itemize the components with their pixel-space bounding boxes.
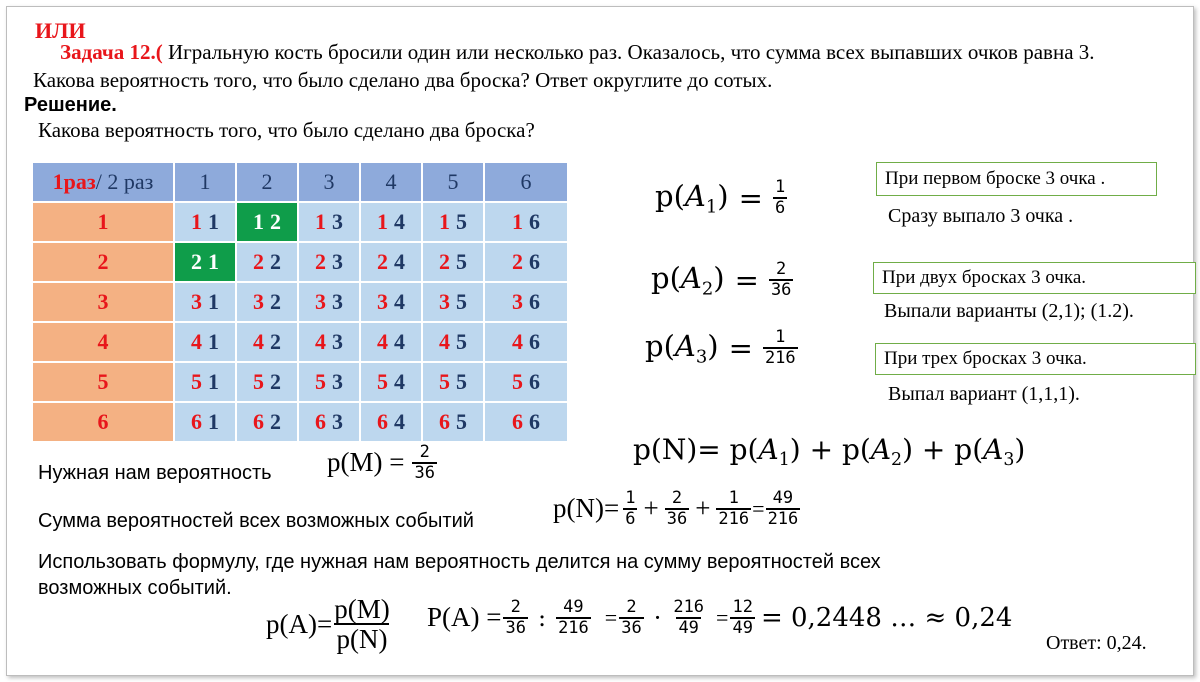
formula-pa3 xyxy=(645,328,798,367)
pm-lhs: p(M) = xyxy=(327,447,405,478)
pa-frac-1: $\frac{2}{36}$ xyxy=(505,597,526,638)
note-text-two-throws: Выпали варианты (2,1); (1.2). xyxy=(884,300,1134,322)
outcome-cell: 5 3 xyxy=(298,362,360,402)
column-header: 6 xyxy=(484,162,568,202)
note-box-first-throw: При первом броске 3 очка . xyxy=(876,162,1157,196)
dice-header-row xyxy=(32,162,568,202)
outcome-cell: 5 1 xyxy=(174,362,236,402)
outcome-cell: 4 5 xyxy=(422,322,484,362)
column-header: 3 xyxy=(298,162,360,202)
outcome-cell: 6 5 xyxy=(422,402,484,442)
formula-pn-values xyxy=(553,489,800,528)
formula-pn-sum: $p(N)= p(A_1) + p(A_2) + p(A_3)$ xyxy=(633,433,1026,471)
pa1-lhs: $p(A_1)$ xyxy=(655,178,729,217)
solution-question: Какова вероятность того, что было сделано два броска? xyxy=(38,118,535,142)
note-box-two-throws: При двух бросках 3 очка. xyxy=(873,262,1196,294)
pa-frac-2: $\frac{49}{216}$ xyxy=(558,597,589,638)
dice-row xyxy=(32,402,568,442)
pn-frac-1: $\frac{1}{6}$ xyxy=(625,488,636,529)
task-text-1: Игральную кость бросили один или несколько раз. Оказалось, что сумма всех выпавших очков равна 3. xyxy=(167,40,1095,64)
pa-frac-5: $\frac{12}{49}$ xyxy=(732,597,753,638)
formula-pa-definition xyxy=(266,595,392,654)
pn-values-lhs: p(N)= xyxy=(553,493,620,524)
formula-pa2 xyxy=(651,260,793,299)
pa3-fraction: $\frac{1}{216}$ xyxy=(764,327,796,368)
row-header: 3 xyxy=(32,282,174,322)
column-header: 2 xyxy=(236,162,298,202)
outcome-cell: 6 1 xyxy=(174,402,236,442)
pa-frac-3: $\frac{2}{36}$ xyxy=(621,597,642,638)
outcome-cell: 3 2 xyxy=(236,282,298,322)
formula-pm xyxy=(327,443,437,482)
column-header: 5 xyxy=(422,162,484,202)
pa1-eq: = xyxy=(738,180,763,215)
formula-pa1 xyxy=(655,178,787,217)
ili-label: ИЛИ xyxy=(35,18,86,43)
outcome-cell: 5 2 xyxy=(236,362,298,402)
pn-frac-3: $\frac{1}{216}$ xyxy=(718,488,750,529)
dice-outcome-table xyxy=(31,161,569,443)
outcome-cell: 5 6 xyxy=(484,362,568,402)
row-header: 2 xyxy=(32,242,174,282)
note-text-three-throws: Выпал вариант (1,1,1). xyxy=(888,383,1080,405)
outcome-cell: 5 4 xyxy=(360,362,422,402)
row-header: 6 xyxy=(32,402,174,442)
pm-fraction: $\frac{2}{36}$ xyxy=(414,442,435,483)
note-text-first-throw: Сразу выпало 3 очка . xyxy=(888,205,1074,227)
outcome-cell: 4 4 xyxy=(360,322,422,362)
pn-sum-plus-1: ) + p( xyxy=(789,433,871,466)
pa-frac-4: $\frac{216}{49}$ xyxy=(673,597,705,638)
pn-equals: = xyxy=(752,495,765,521)
dice-row xyxy=(32,362,568,402)
pa-eq-1: = xyxy=(604,604,618,630)
pa-comp-lhs: P(A) = xyxy=(427,602,502,633)
dice-table-body xyxy=(32,162,568,442)
outcome-cell: 2 5 xyxy=(422,242,484,282)
dice-row xyxy=(32,322,568,362)
needed-probability-label: Нужная нам вероятность xyxy=(38,462,272,484)
formula-note-line-1: Использовать формулу, где нужная нам вероятность делится на сумму вероятностей всех xyxy=(38,551,881,573)
pa3-eq: = xyxy=(728,330,753,365)
outcome-cell: 3 5 xyxy=(422,282,484,322)
task-label: Задача 12.( xyxy=(60,40,163,64)
outcome-cell: 2 6 xyxy=(484,242,568,282)
dice-row xyxy=(32,282,568,322)
dice-row xyxy=(32,242,568,282)
pa2-lhs: $p(A_2)$ xyxy=(651,260,725,299)
outcome-cell: 1 5 xyxy=(422,202,484,242)
outcome-cell: 6 4 xyxy=(360,402,422,442)
pa2-eq: = xyxy=(734,262,759,297)
outcome-cell: 6 6 xyxy=(484,402,568,442)
pn-sum-plus-2: ) + p( xyxy=(902,433,984,466)
task-line-2: Какова вероятность того, что было сделано два броска? Ответ округлите до сотых. xyxy=(33,68,773,92)
pa-result: = 0,2448 … ≈ 0,24 xyxy=(760,602,1013,633)
table-corner-header: 1раз/ 2 раз xyxy=(32,162,174,202)
solution-label: Решение. xyxy=(24,94,117,116)
pn-frac-2: $\frac{2}{36}$ xyxy=(666,488,688,529)
pa2-fraction: $\frac{2}{36}$ xyxy=(770,259,792,300)
outcome-cell: 4 6 xyxy=(484,322,568,362)
outcome-cell: 5 5 xyxy=(422,362,484,402)
outcome-cell: 4 3 xyxy=(298,322,360,362)
column-header: 4 xyxy=(360,162,422,202)
outcome-cell: 1 6 xyxy=(484,202,568,242)
outcome-cell: 1 1 xyxy=(174,202,236,242)
outcome-cell: 3 3 xyxy=(298,282,360,322)
outcome-cell: 3 4 xyxy=(360,282,422,322)
pa-eq-2: = xyxy=(716,604,729,630)
outcome-cell: 3 1 xyxy=(174,282,236,322)
formula-note-line-2: возможных событий. xyxy=(38,577,232,599)
row-header: 1 xyxy=(32,202,174,242)
pa3-lhs: $p(A_3)$ xyxy=(645,328,719,367)
column-header: 1 xyxy=(174,162,236,202)
outcome-cell: 6 2 xyxy=(236,402,298,442)
outcome-cell: 2 3 xyxy=(298,242,360,282)
outcome-cell: 2 1 xyxy=(174,242,236,282)
pn-plus-1: + xyxy=(643,493,659,524)
dice-row xyxy=(32,202,568,242)
pn-plus-2: + xyxy=(695,493,711,524)
outcome-cell: 2 2 xyxy=(236,242,298,282)
outcome-cell: 1 3 xyxy=(298,202,360,242)
outcome-cell: 1 2 xyxy=(236,202,298,242)
note-box-three-throws: При трех бросках 3 очка. xyxy=(875,343,1196,375)
pa-def-fraction: $\frac{p(M)}{p(N)}$ xyxy=(334,594,390,655)
outcome-cell: 3 6 xyxy=(484,282,568,322)
outcome-cell: 4 1 xyxy=(174,322,236,362)
sum-probabilities-label: Сумма вероятностей всех возможных событий xyxy=(38,510,474,532)
pn-sum-prefix: p(N)= p( xyxy=(633,433,759,466)
formula-pa-computation xyxy=(427,598,1012,637)
outcome-cell: 2 4 xyxy=(360,242,422,282)
outcome-cell: 1 4 xyxy=(360,202,422,242)
pa1-fraction: $\frac{1}{6}$ xyxy=(774,177,786,218)
pa-def-lhs: p(A)= xyxy=(266,608,333,639)
outcome-cell: 6 3 xyxy=(298,402,360,442)
row-header: 4 xyxy=(32,322,174,362)
task-line-1 xyxy=(60,40,1095,65)
row-header: 5 xyxy=(32,362,174,402)
pa-dot: · xyxy=(653,603,662,632)
pn-frac-4: $\frac{49}{216}$ xyxy=(767,488,799,529)
pa-colon: : xyxy=(537,603,547,632)
answer: Ответ: 0,24. xyxy=(1046,632,1147,654)
outcome-cell: 4 2 xyxy=(236,322,298,362)
